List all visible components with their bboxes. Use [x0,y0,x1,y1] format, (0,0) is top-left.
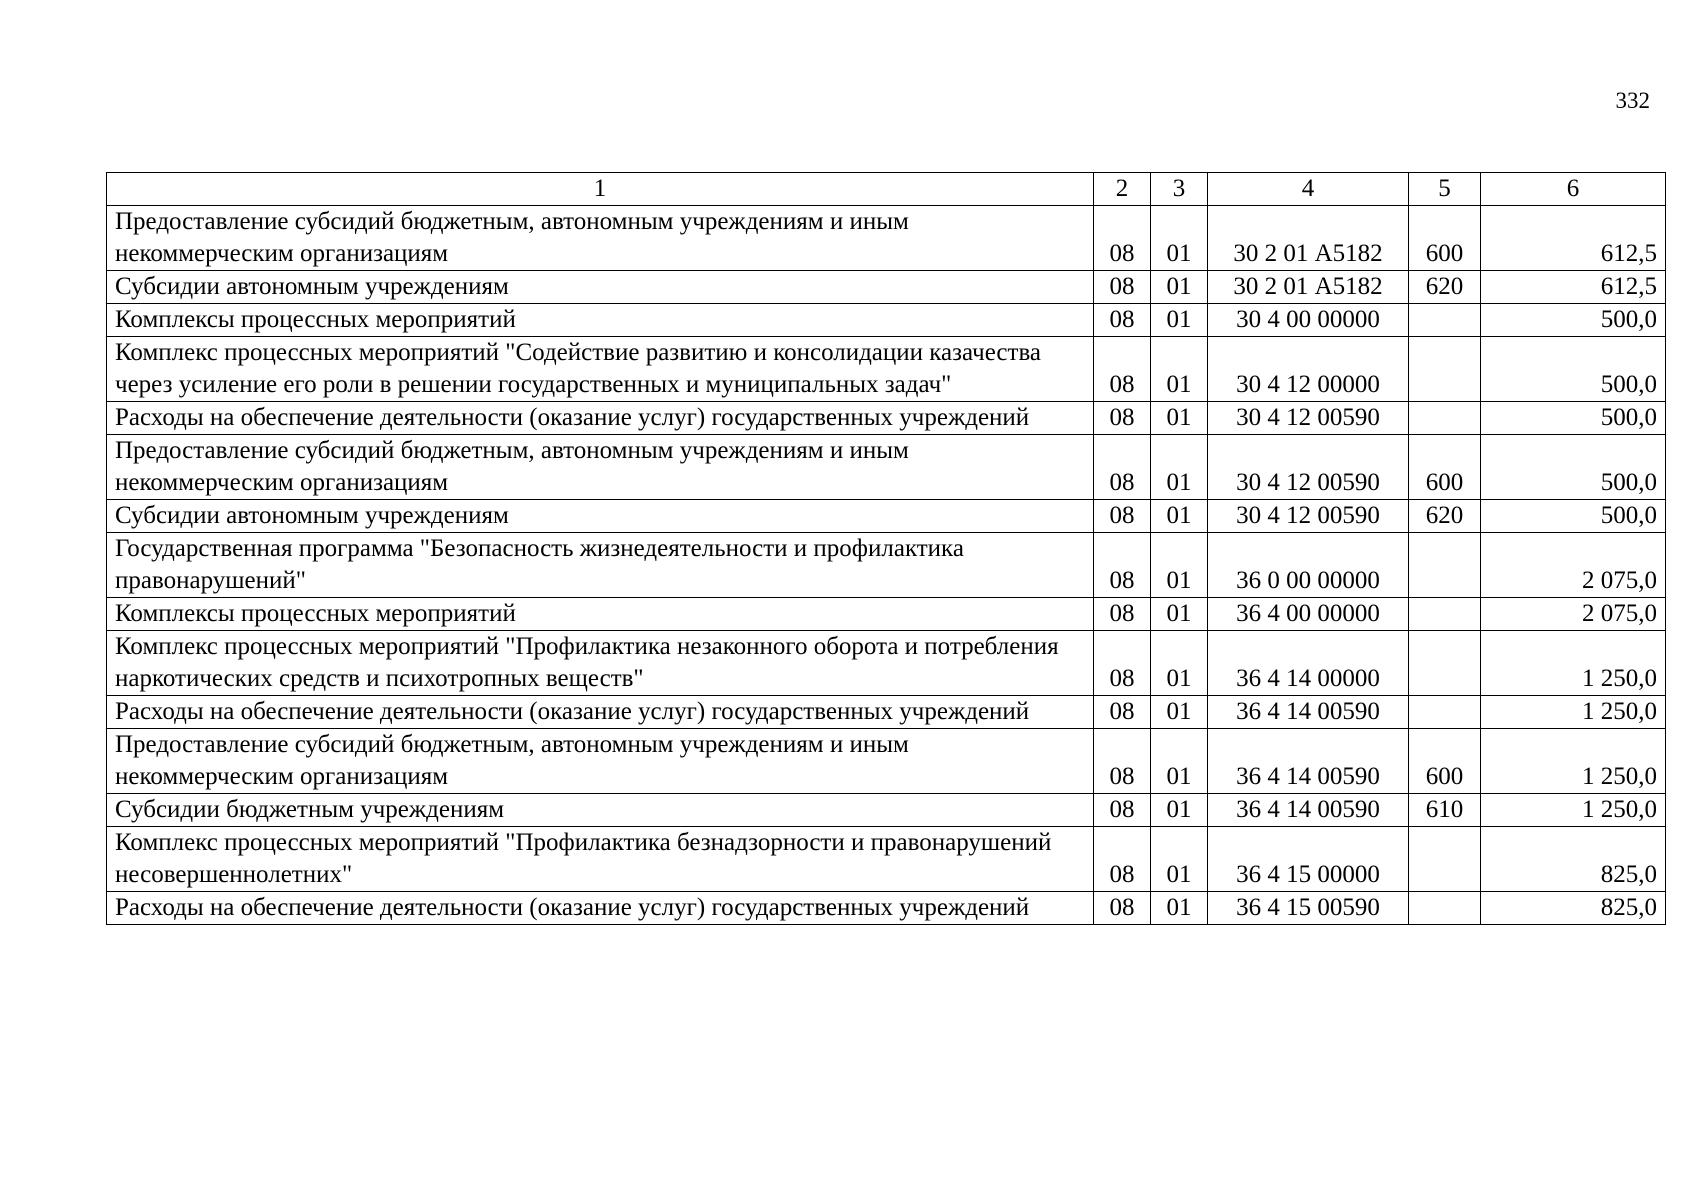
row-kind-cell [1409,892,1481,925]
row-section-cell: 08 [1094,892,1151,925]
row-sum-cell: 500,0 [1481,435,1666,500]
column-header-2: 2 [1094,173,1151,206]
row-subsection-cell: 01 [1151,794,1208,827]
row-section-cell: 08 [1094,696,1151,729]
row-section-cell: 08 [1094,794,1151,827]
row-name-cell: Расходы на обеспечение деятельности (оказание услуг) государственных учреждений [107,892,1094,925]
row-name-cell: Комплексы процессных мероприятий [107,598,1094,631]
row-section-cell: 08 [1094,598,1151,631]
column-header-6: 6 [1481,173,1666,206]
column-header-5: 5 [1409,173,1481,206]
row-kind-cell [1409,827,1481,892]
table-header-row [107,173,1666,206]
table-row [107,631,1666,696]
row-name-cell: Субсидии автономным учреждениям [107,500,1094,533]
row-kind-cell [1409,304,1481,337]
row-sum-cell: 2 075,0 [1481,533,1666,598]
row-section-cell: 08 [1094,402,1151,435]
row-subsection-cell: 01 [1151,435,1208,500]
row-name-cell: Субсидии бюджетным учреждениям [107,794,1094,827]
table-row [107,598,1666,631]
table-row [107,696,1666,729]
row-sum-cell: 612,5 [1481,206,1666,271]
row-name-cell: Расходы на обеспечение деятельности (оказание услуг) государственных учреждений [107,402,1094,435]
table-row [107,729,1666,794]
table-row [107,435,1666,500]
row-kind-cell: 600 [1409,435,1481,500]
row-sum-cell: 500,0 [1481,304,1666,337]
row-name-cell: Государственная программа "Безопасность жизнедеятельности и профилактика правонарушений" [107,533,1094,598]
row-name-cell: Предоставление субсидий бюджетным, автономным учреждениям и иным некоммерческим организациям [107,206,1094,271]
row-code-cell: 30 2 01 А5182 [1208,206,1409,271]
row-code-cell: 36 4 14 00590 [1208,794,1409,827]
row-sum-cell: 825,0 [1481,892,1666,925]
row-code-cell: 36 0 00 00000 [1208,533,1409,598]
column-header-1: 1 [107,173,1094,206]
table-row [107,402,1666,435]
row-sum-cell: 1 250,0 [1481,729,1666,794]
row-section-cell: 08 [1094,631,1151,696]
row-kind-cell: 620 [1409,500,1481,533]
row-section-cell: 08 [1094,304,1151,337]
row-sum-cell: 825,0 [1481,827,1666,892]
row-code-cell: 36 4 00 00000 [1208,598,1409,631]
table-row [107,892,1666,925]
row-kind-cell [1409,696,1481,729]
row-subsection-cell: 01 [1151,304,1208,337]
row-code-cell: 30 4 12 00590 [1208,500,1409,533]
row-section-cell: 08 [1094,435,1151,500]
row-kind-cell [1409,337,1481,402]
table-row [107,533,1666,598]
row-sum-cell: 500,0 [1481,337,1666,402]
row-kind-cell [1409,402,1481,435]
row-subsection-cell: 01 [1151,631,1208,696]
row-code-cell: 30 4 12 00590 [1208,435,1409,500]
row-kind-cell: 620 [1409,271,1481,304]
row-subsection-cell: 01 [1151,892,1208,925]
row-subsection-cell: 01 [1151,729,1208,794]
row-name-cell: Субсидии автономным учреждениям [107,271,1094,304]
row-code-cell: 36 4 14 00000 [1208,631,1409,696]
table-body [107,206,1666,925]
row-name-cell: Комплекс процессных мероприятий "Профилактика безнадзорности и правонарушений несовершеннолетних" [107,827,1094,892]
column-header-4: 4 [1208,173,1409,206]
row-sum-cell: 1 250,0 [1481,794,1666,827]
row-kind-cell [1409,533,1481,598]
row-sum-cell: 2 075,0 [1481,598,1666,631]
row-code-cell: 30 4 00 00000 [1208,304,1409,337]
row-kind-cell: 600 [1409,729,1481,794]
row-section-cell: 08 [1094,533,1151,598]
column-header-3: 3 [1151,173,1208,206]
row-name-cell: Предоставление субсидий бюджетным, автономным учреждениям и иным некоммерческим организациям [107,729,1094,794]
row-subsection-cell: 01 [1151,500,1208,533]
row-sum-cell: 612,5 [1481,271,1666,304]
table-row [107,827,1666,892]
row-subsection-cell: 01 [1151,598,1208,631]
row-name-cell: Предоставление субсидий бюджетным, автономным учреждениям и иным некоммерческим организациям [107,435,1094,500]
row-code-cell: 36 4 15 00590 [1208,892,1409,925]
row-kind-cell [1409,631,1481,696]
table-row [107,271,1666,304]
row-code-cell: 30 2 01 А5182 [1208,271,1409,304]
row-subsection-cell: 01 [1151,696,1208,729]
row-kind-cell: 600 [1409,206,1481,271]
row-section-cell: 08 [1094,271,1151,304]
row-name-cell: Комплекс процессных мероприятий "Профилактика незаконного оборота и потребления наркотических средств и психотропных веществ" [107,631,1094,696]
table-row [107,337,1666,402]
row-name-cell: Комплекс процессных мероприятий "Содействие развитию и консолидации казачества через усиление его роли в решении государственных и муниципальных задач" [107,337,1094,402]
row-sum-cell: 500,0 [1481,402,1666,435]
table-row [107,794,1666,827]
budget-table [106,172,1666,925]
row-name-cell: Расходы на обеспечение деятельности (оказание услуг) государственных учреждений [107,696,1094,729]
row-section-cell: 08 [1094,500,1151,533]
row-subsection-cell: 01 [1151,827,1208,892]
page-number: 332 [1615,88,1650,113]
row-sum-cell: 500,0 [1481,500,1666,533]
row-code-cell: 30 4 12 00000 [1208,337,1409,402]
row-subsection-cell: 01 [1151,206,1208,271]
row-name-cell: Комплексы процессных мероприятий [107,304,1094,337]
row-code-cell: 36 4 14 00590 [1208,729,1409,794]
row-sum-cell: 1 250,0 [1481,631,1666,696]
table-row [107,304,1666,337]
table-row [107,500,1666,533]
row-kind-cell: 610 [1409,794,1481,827]
row-code-cell: 36 4 14 00590 [1208,696,1409,729]
row-subsection-cell: 01 [1151,337,1208,402]
row-subsection-cell: 01 [1151,402,1208,435]
row-section-cell: 08 [1094,337,1151,402]
row-code-cell: 36 4 15 00000 [1208,827,1409,892]
table-row [107,206,1666,271]
row-section-cell: 08 [1094,827,1151,892]
row-code-cell: 30 4 12 00590 [1208,402,1409,435]
row-section-cell: 08 [1094,729,1151,794]
row-section-cell: 08 [1094,206,1151,271]
row-kind-cell [1409,598,1481,631]
row-subsection-cell: 01 [1151,533,1208,598]
row-subsection-cell: 01 [1151,271,1208,304]
row-sum-cell: 1 250,0 [1481,696,1666,729]
